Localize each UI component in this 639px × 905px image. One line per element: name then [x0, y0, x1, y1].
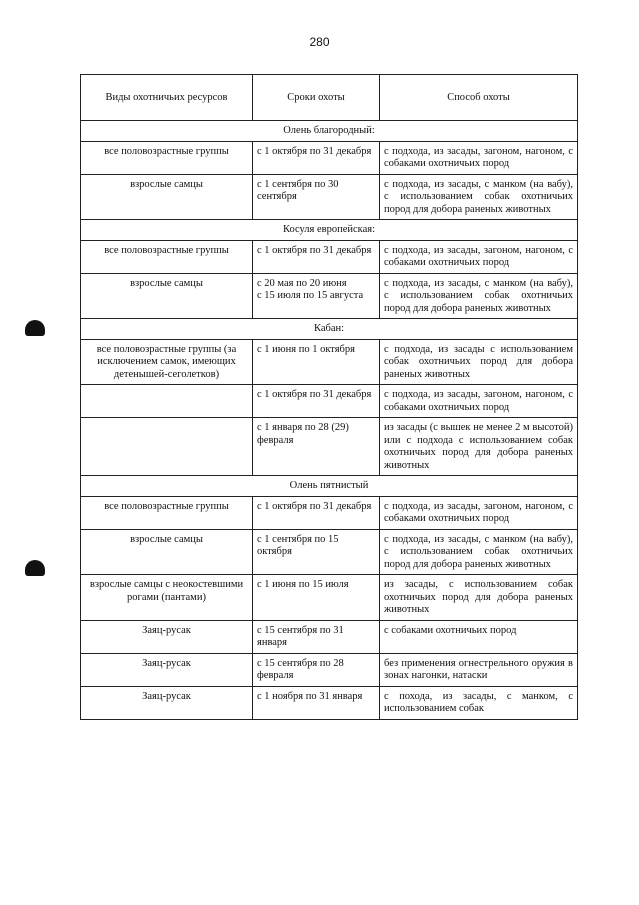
section-row	[81, 319, 578, 340]
cell-hunting-method: с подхода, из засады, с манком (на вабу), с использованием собак охотничьих пород для добора раненых животных	[380, 529, 578, 575]
cell-season: с 1 сентября по 30 сентября	[253, 174, 380, 220]
cell-resource-type: взрослые самцы	[81, 273, 253, 319]
header-cell-resource-types: Виды охотничьих ресурсов	[81, 75, 253, 121]
cell-season: с 1 октября по 31 декабря	[253, 141, 380, 174]
cell-season: с 1 ноября по 31 января	[253, 686, 380, 719]
cell-season: с 15 сентября по 31 января	[253, 620, 380, 653]
cell-resource-type: все половозрастные группы	[81, 141, 253, 174]
table-row	[81, 496, 578, 529]
binder-hole-mark	[25, 560, 45, 576]
table-row	[81, 620, 578, 653]
cell-resource-type: все половозрастные группы	[81, 240, 253, 273]
cell-hunting-method: с подхода, из засады, с манком (на вабу), с использованием собак охотничьих пород для добора раненых животных	[380, 174, 578, 220]
cell-hunting-method: с подхода, из засады с использованием собак охотничьих пород для добора раненых животных	[380, 339, 578, 385]
cell-resource-type: Заяц-русак	[81, 686, 253, 719]
cell-season: с 1 октября по 31 декабря	[253, 496, 380, 529]
cell-hunting-method: с подхода, из засады, загоном, нагоном, с собаками охотничьих пород	[380, 385, 578, 418]
table-row	[81, 339, 578, 385]
cell-hunting-method: с подхода, из засады, загоном, нагоном, с собаками охотничьих пород	[380, 240, 578, 273]
table-row	[81, 418, 578, 476]
section-title: Косуля европейская:	[81, 220, 578, 241]
cell-season: с 1 июня по 15 июля	[253, 575, 380, 621]
cell-season: с 1 октября по 31 декабря	[253, 240, 380, 273]
cell-hunting-method: с подхода, из засады, с манком (на вабу), с использованием собак охотничьих пород для добора раненых животных	[380, 273, 578, 319]
table-row	[81, 385, 578, 418]
cell-hunting-method: с подхода, из засады, загоном, нагоном, с собаками охотничьих пород	[380, 496, 578, 529]
header-cell-seasons: Сроки охоты	[253, 75, 380, 121]
cell-season: с 1 сентября по 15 октября	[253, 529, 380, 575]
header-cell-hunting-method: Способ охоты	[380, 75, 578, 121]
section-row	[81, 476, 578, 497]
table-row	[81, 240, 578, 273]
section-row	[81, 121, 578, 142]
cell-resource-type: взрослые самцы	[81, 174, 253, 220]
cell-resource-type: все половозрастные группы	[81, 496, 253, 529]
cell-hunting-method: из засады, с использованием собак охотничьих пород для добора раненых животных	[380, 575, 578, 621]
cell-season: с 20 мая по 20 июня с 15 июля по 15 августа	[253, 273, 380, 319]
cell-season: с 1 октября по 31 декабря	[253, 385, 380, 418]
page-number: 280	[309, 35, 330, 49]
cell-resource-type	[81, 385, 253, 418]
section-title: Олень пятнистый	[81, 476, 578, 497]
cell-season: с 1 июня по 1 октября	[253, 339, 380, 385]
cell-hunting-method: с собаками охотничьих пород	[380, 620, 578, 653]
table-header-row	[81, 75, 578, 121]
cell-resource-type: Заяц-русак	[81, 653, 253, 686]
table-row	[81, 273, 578, 319]
cell-hunting-method: из засады (с вышек не менее 2 м высотой) или с подхода с использованием собак охотничьих пород для добора раненых животных	[380, 418, 578, 476]
hunting-seasons-table	[80, 74, 578, 720]
section-row	[81, 220, 578, 241]
table-row	[81, 575, 578, 621]
section-title: Кабан:	[81, 319, 578, 340]
cell-hunting-method: без применения огнестрельного оружия в зонах нагонки, натаски	[380, 653, 578, 686]
table-row	[81, 141, 578, 174]
table-row	[81, 174, 578, 220]
table-row	[81, 529, 578, 575]
section-title: Олень благородный:	[81, 121, 578, 142]
binder-hole-mark	[25, 320, 45, 336]
table-row	[81, 686, 578, 719]
cell-resource-type: Заяц-русак	[81, 620, 253, 653]
cell-season: с 15 сентября по 28 февраля	[253, 653, 380, 686]
cell-resource-type: взрослые самцы с неокостевшими рогами (пантами)	[81, 575, 253, 621]
table-row	[81, 653, 578, 686]
cell-season: с 1 января по 28 (29) февраля	[253, 418, 380, 476]
cell-hunting-method: с похода, из засады, с манком, с использованием собак	[380, 686, 578, 719]
cell-resource-type: взрослые самцы	[81, 529, 253, 575]
cell-hunting-method: с подхода, из засады, загоном, нагоном, с собаками охотничьих пород	[380, 141, 578, 174]
cell-resource-type: все половозрастные группы (за исключением самок, имеющих детенышей-сеголетков)	[81, 339, 253, 385]
cell-resource-type	[81, 418, 253, 476]
